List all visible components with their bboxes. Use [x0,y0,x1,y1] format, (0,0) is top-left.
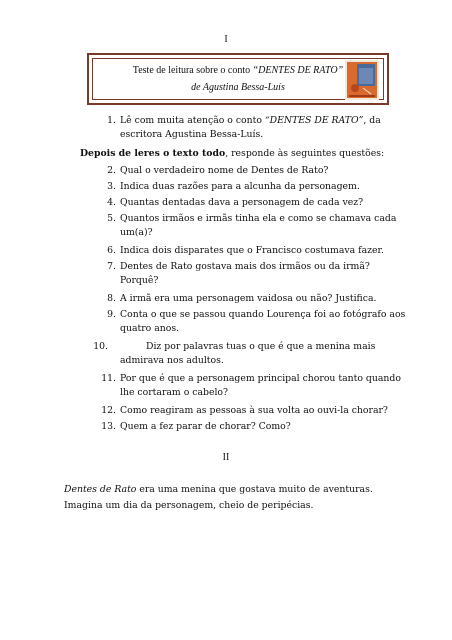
document-page: I Teste de leitura sobre o conto “DENTES DE RATO” de Agustina Bessa-Luís 1. Lê com muita atenção o conto “DENTES DE RATO”, da escritora Agustina Bessa-Luís. Depois de leres o texto todo, responde às seguintes questões: 2. Qual o verdadeiro nome de Dentes de Rato? 3. Indica duas razões para a alcunha da personagem. 4. Quantas dentadas dava a personagem de cada vez? 5. Quantos irmãos e irmãs tinha ela e como se chamava cada um(a)? 6. Indica dois disparates que o Francisco costumava fazer. 7. Dentes de Rato gostava mais dos irmãos ou da irmã? Porquê? 8. A irmã era uma personagem vaidosa ou não? Justifica. 9. Conta o que se passou quando Lourença foi ao fotógrafo aos quatro anos. 10. Diz por palavras tuas o que é que a menina mais admirava nos adultos. 11. Por que é que a personagem principal chorou tanto quando lhe cortaram o cabelo? 12. Como reagiram as pessoas à sua volta ao ouvi-la chorar? 13. Quem a fez parar de chorar? Como? II Dentes de Rato era uma menina que gostava muito de aventuras. Imagina um dia da personagem, cheio de peripécias. [0,0,452,640]
list-item-continuation: um(a)? [120,227,153,238]
instruction-line: Depois de leres o texto todo, responde às seguintes questões: [80,148,385,159]
section-number-1: I [224,34,228,45]
list-item-continuation: quatro anos. [120,323,180,334]
list-item-continuation: admirava nos adultos. [120,355,224,366]
list-item-continuation: Porquê? [120,275,159,286]
title-box [87,53,389,105]
list-item-continuation: escritora Agustina Bessa-Luís. [120,129,264,140]
paragraph-line-1: Dentes de Rato era uma menina que gostava muito de aventuras. [64,484,373,495]
book-illustration-icon [345,60,379,100]
title-author: de Agustina Bessa-Luís [191,82,285,93]
list-item-continuation: lhe cortaram o cabelo? [120,387,229,398]
title-line-1: Teste de leitura sobre o conto “DENTES DE RATO” [132,65,344,76]
section-number-2: II [222,452,230,463]
paragraph-line-2: Imagina um dia da personagem, cheio de peripécias. [64,500,314,511]
